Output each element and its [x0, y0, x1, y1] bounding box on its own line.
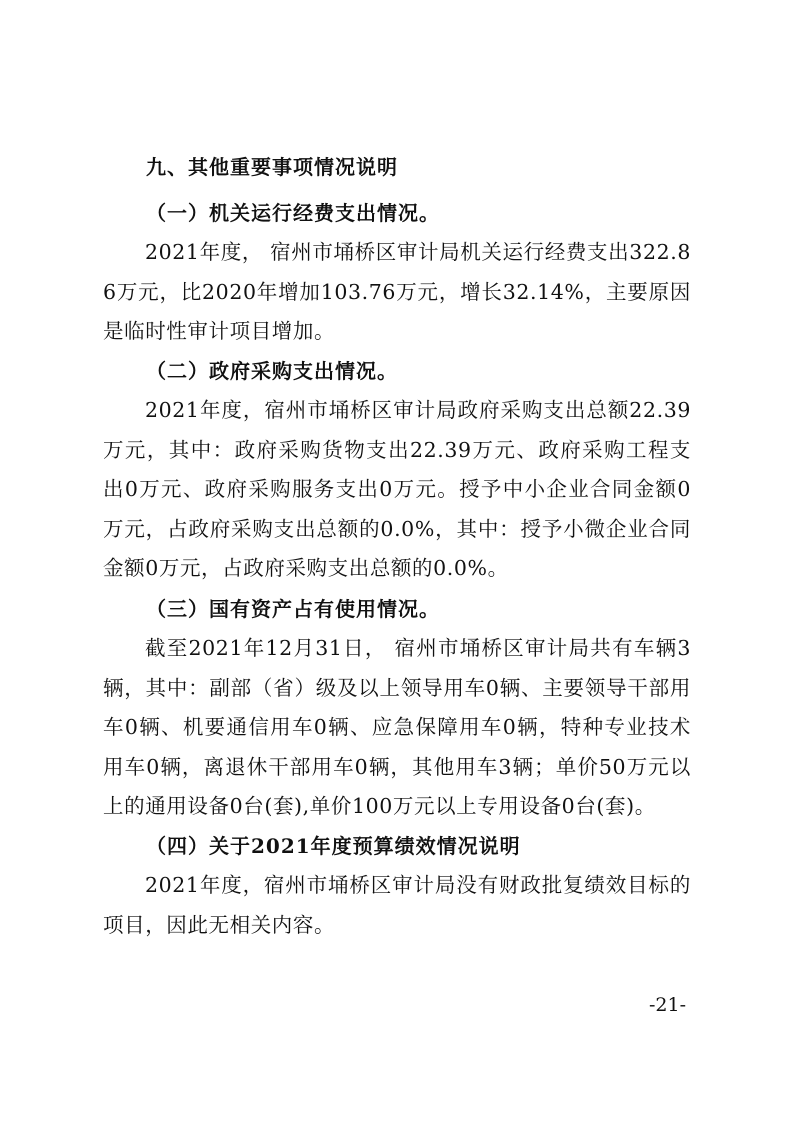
subsection-1-heading: （一）机关运行经费支出情况。	[146, 201, 440, 225]
subsection-3-heading: （三）国有资产占有使用情况。	[146, 597, 440, 621]
subsection-1-body: 2021年度， 宿州市埇桥区审计局机关运行经费支出322.86万元，比2020年增加103.76万元，增长32.14%，主要原因是临时性审计项目增加。	[103, 240, 691, 344]
subsection-2-body: 2021年度，宿州市埇桥区审计局政府采购支出总额22.39万元，其中：政府采购货物支出22.39万元、政府采购工程支出0万元、政府采购服务支出0万元。授予中小企业合同金额0万元，占政府采购支出总额的0.0%，其中：授予小微企业合同金额0万元，占政府采购支出总额的0.0%。	[103, 398, 691, 581]
page-number: -21-	[649, 994, 687, 1016]
subsection-4-heading: （四）关于2021年度预算绩效情况说明	[146, 834, 521, 858]
subsection-2-heading: （二）政府采购支出情况。	[146, 359, 398, 383]
section-title: 九、其他重要事项情况说明	[146, 155, 398, 179]
subsection-3-body: 截至2021年12月31日， 宿州市埇桥区审计局共有车辆3辆，其中：副部（省）级及以上领导用车0辆、主要领导干部用车0辆、机要通信用车0辆、应急保障用车0辆，特种专业技术用车0辆，离退休干部用车0辆，其他用车3辆；单价50万元以上的通用设备0台(套),单价100万元以上专用设备0台(套)。	[103, 636, 691, 819]
subsection-4-body: 2021年度，宿州市埇桥区审计局没有财政批复绩效目标的项目，因此无相关内容。	[103, 873, 691, 937]
